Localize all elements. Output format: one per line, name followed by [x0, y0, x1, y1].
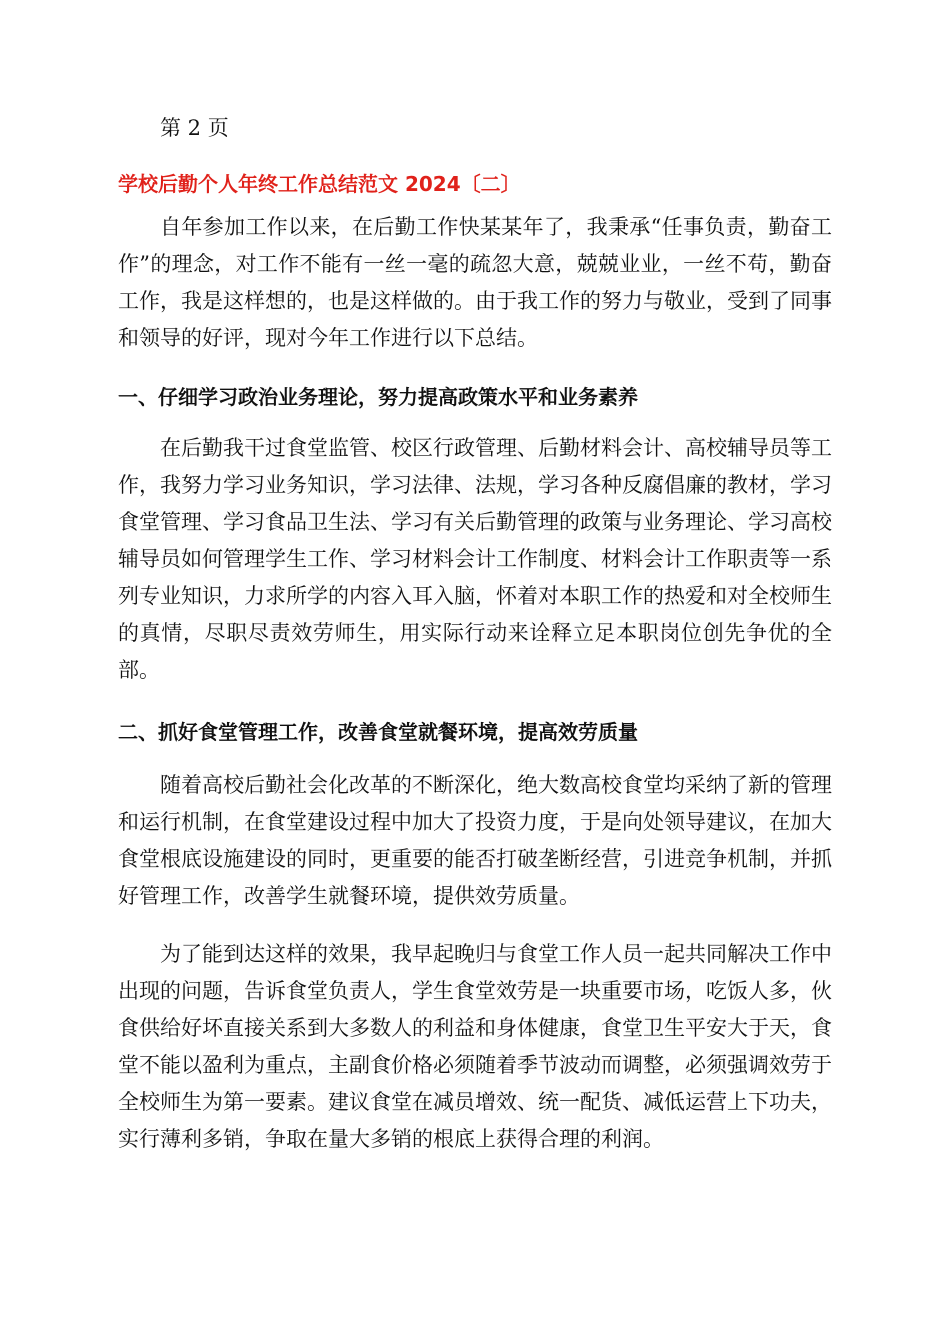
section-heading: 一、仔细学习政治业务理论，努力提高政策水平和业务素养 — [118, 385, 638, 409]
document-title: 学校后勤个人年终工作总结范文 2024〔二〕 — [118, 172, 521, 196]
intro-block — [118, 209, 832, 357]
body-paragraph: 在后勤我干过食堂监管、校区行政管理、后勤材料会计、高校辅导员等工作，我努力学习业务知识，学习法律、法规，学习各种反腐倡廉的教材，学习食堂管理、学习食品卫生法、学习有关后勤管理的政策与业务理论、学习高校辅导员如何管理学生工作、学习材料会计工作制度、材料会计工作职责等一系列专业知识，力求所学的内容入耳入脑，怀着对本职工作的热爱和对全校师生的真情，尽职尽责效劳师生，用实际行动来诠释立足本职岗位创先争优的全部。 — [118, 436, 832, 682]
body-paragraph: 随着高校后勤社会化改革的不断深化，绝大数高校食堂均采纳了新的管理和运行机制，在食堂建设过程中加大了投资力度，于是向处领导建议，在加大食堂根底设施建设的同时，更重要的能否打破垄断经营，引进竞争机制，并抓好管理工作，改善学生就餐环境，提供效劳质量。 — [118, 773, 832, 908]
section-2-heading-block — [118, 716, 832, 748]
section-1-body — [118, 430, 832, 689]
page-number: 第 2 页 — [160, 116, 229, 140]
section-heading: 二、抓好食堂管理工作，改善食堂就餐环境，提高效劳质量 — [118, 720, 638, 744]
intro-paragraph: 自年参加工作以来，在后勤工作快某某年了，我秉承“任事负责，勤奋工作”的理念，对工作不能有一丝一毫的疏忽大意，兢兢业业，一丝不苟，勤奋工作，我是这样想的，也是这样做的。由于我工作的努力与敬业，受到了同事和领导的好评，现对今年工作进行以下总结。 — [118, 215, 832, 350]
section-1-heading-block — [118, 381, 832, 413]
section-2-body-1 — [118, 767, 832, 915]
section-2-body-2 — [118, 936, 832, 1158]
body-paragraph: 为了能到达这样的效果，我早起晚归与食堂工作人员一起共同解决工作中出现的问题，告诉食堂负责人，学生食堂效劳是一块重要市场，吃饭人多，伙食供给好坏直接关系到大多数人的利益和身体健康，食堂卫生平安大于天，食堂不能以盈利为重点，主副食价格必须随着季节波动而调整，必须强调效劳于全校师生为第一要素。建议食堂在减员增效、统一配货、减低运营上下功夫，实行薄利多销，争取在量大多销的根底上获得合理的利润。 — [118, 942, 832, 1151]
